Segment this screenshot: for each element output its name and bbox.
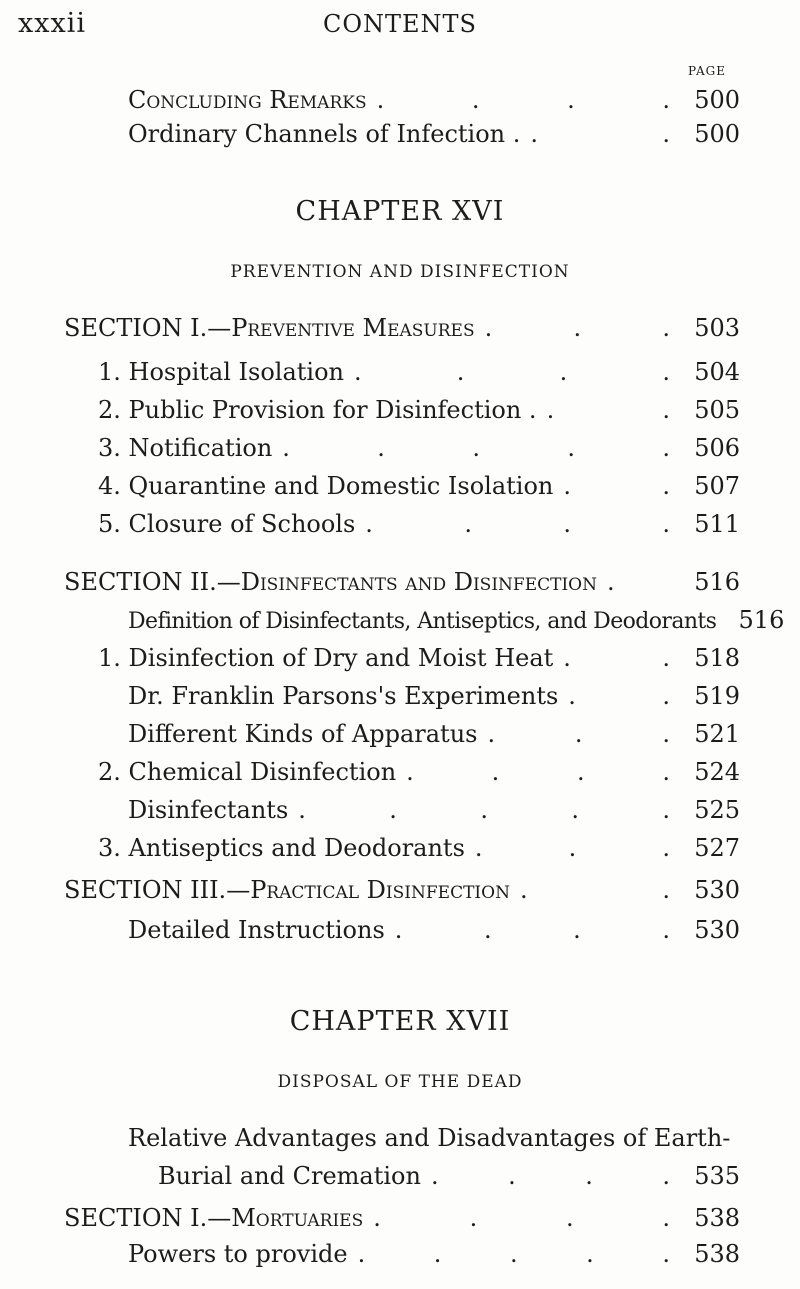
leader-dots: . . .: [487, 720, 670, 748]
toc-entry-page: 516: [738, 606, 785, 634]
leader-dots: . .: [546, 396, 670, 424]
section-heading: [0, 876, 740, 904]
toc-entry-page: 527: [694, 834, 740, 862]
toc-entry: [0, 120, 740, 148]
toc-entry: [0, 358, 740, 386]
leader-dots: . . . .: [373, 1204, 670, 1232]
section-label: SECTION I.—Mortuaries: [64, 1204, 364, 1232]
toc-entry-page: 538: [694, 1240, 740, 1268]
toc-entry: [0, 86, 740, 114]
toc-entry: [0, 1162, 740, 1190]
toc-entry-label: Ordinary Channels of Infection .: [128, 120, 521, 148]
toc-entry-page: 505: [694, 396, 740, 424]
toc-entry: [0, 606, 785, 634]
chapter-subtitle: DISPOSAL OF THE DEAD: [277, 1072, 523, 1092]
toc-entry: [0, 916, 740, 944]
leader-dots: . .: [530, 120, 670, 148]
toc-entry-page: 535: [694, 1162, 740, 1190]
toc-entry-page: 521: [694, 720, 740, 748]
leader-dots: . . . .: [376, 86, 670, 114]
toc-entry: [0, 720, 740, 748]
toc-entry-label: 3. Antiseptics and Deodorants: [98, 834, 465, 862]
toc-entry-page: 506: [694, 434, 740, 462]
section-label: SECTION III.—Practical Disinfection: [64, 876, 510, 904]
leader-dots: . . . .: [365, 510, 670, 538]
toc-entry: [0, 1240, 740, 1268]
toc-entry-label: Powers to provide: [128, 1240, 348, 1268]
leader-dots: . . . .: [353, 358, 670, 386]
toc-entry-label-line1: Relative Advantages and Disadvantages of Earth-: [128, 1124, 731, 1152]
chapter-heading: CHAPTER XVII: [289, 1006, 511, 1037]
toc-entry-label-line2: Burial and Cremation: [158, 1162, 421, 1190]
toc-entry-page: 500: [694, 86, 740, 114]
toc-entry-label: 4. Quarantine and Domestic Isolation: [98, 472, 554, 500]
toc-entry-label: 1. Disinfection of Dry and Moist Heat: [98, 644, 554, 672]
toc-entry-label: Detailed Instructions: [128, 916, 385, 944]
toc-entry-page: 519: [694, 682, 740, 710]
section-heading: [0, 1204, 740, 1232]
toc-entry-page: 507: [694, 472, 740, 500]
toc-entry: [0, 644, 740, 672]
toc-entry: [0, 682, 740, 710]
section-page: 503: [694, 314, 740, 342]
toc-entry-label: 3. Notification: [98, 434, 273, 462]
toc-entry-label: 2. Chemical Disinfection: [98, 758, 397, 786]
chapter-heading: CHAPTER XVI: [295, 196, 505, 227]
section-heading: [0, 314, 740, 342]
toc-entry-label: Definition of Disinfectants, Antiseptics, and Deodorants: [128, 609, 717, 634]
leader-dots: . . . .: [406, 758, 670, 786]
page-column-label: PAGE: [688, 64, 726, 78]
leader-dots: . . . . .: [282, 434, 670, 462]
page-number: xxxii: [18, 8, 86, 39]
leader-dots: . . . . .: [357, 1240, 670, 1268]
toc-entry-label: 5. Closure of Schools: [98, 510, 356, 538]
toc-entry-label: Concluding Remarks: [128, 86, 367, 114]
leader-dots: . .: [563, 644, 670, 672]
toc-entry-page: 511: [694, 510, 740, 538]
leader-dots: .: [606, 568, 615, 596]
toc-entry-page: 525: [694, 796, 740, 824]
toc-entry-label: Different Kinds of Apparatus: [128, 720, 478, 748]
toc-entry-label: 2. Public Provision for Disinfection .: [98, 396, 537, 424]
toc-entry: [0, 510, 740, 538]
toc-entry-page: 524: [694, 758, 740, 786]
toc-entry: [0, 434, 740, 462]
leader-dots: . . . .: [430, 1162, 670, 1190]
running-title: CONTENTS: [322, 10, 477, 38]
section-heading: [0, 568, 740, 596]
toc-entry-label: Disinfectants: [128, 796, 289, 824]
leader-dots: . . .: [484, 314, 670, 342]
toc-entry-page: 504: [694, 358, 740, 386]
leader-dots: . . .: [474, 834, 670, 862]
toc-entry-page: 518: [694, 644, 740, 672]
toc-entry: [0, 472, 740, 500]
leader-dots: . .: [563, 472, 670, 500]
toc-entry-label: Dr. Franklin Parsons's Experiments: [128, 682, 559, 710]
leader-dots: . .: [568, 682, 670, 710]
section-label: SECTION II.—Disinfectants and Disinfection: [64, 568, 597, 596]
toc-entry: [0, 758, 740, 786]
leader-dots: . . . .: [394, 916, 670, 944]
section-label: SECTION I.—Preventive Measures: [64, 314, 475, 342]
toc-entry: [0, 796, 740, 824]
leader-dots: . . . . .: [298, 796, 670, 824]
section-page: 538: [694, 1204, 740, 1232]
toc-entry: [0, 834, 740, 862]
leader-dots: . .: [519, 876, 670, 904]
toc-entry-label: 1. Hospital Isolation: [98, 358, 344, 386]
toc-entry: [0, 396, 740, 424]
toc-entry-page: 530: [694, 916, 740, 944]
section-page: 516: [694, 568, 740, 596]
section-page: 530: [694, 876, 740, 904]
toc-entry-page: 500: [694, 120, 740, 148]
chapter-subtitle: PREVENTION AND DISINFECTION: [230, 262, 570, 282]
